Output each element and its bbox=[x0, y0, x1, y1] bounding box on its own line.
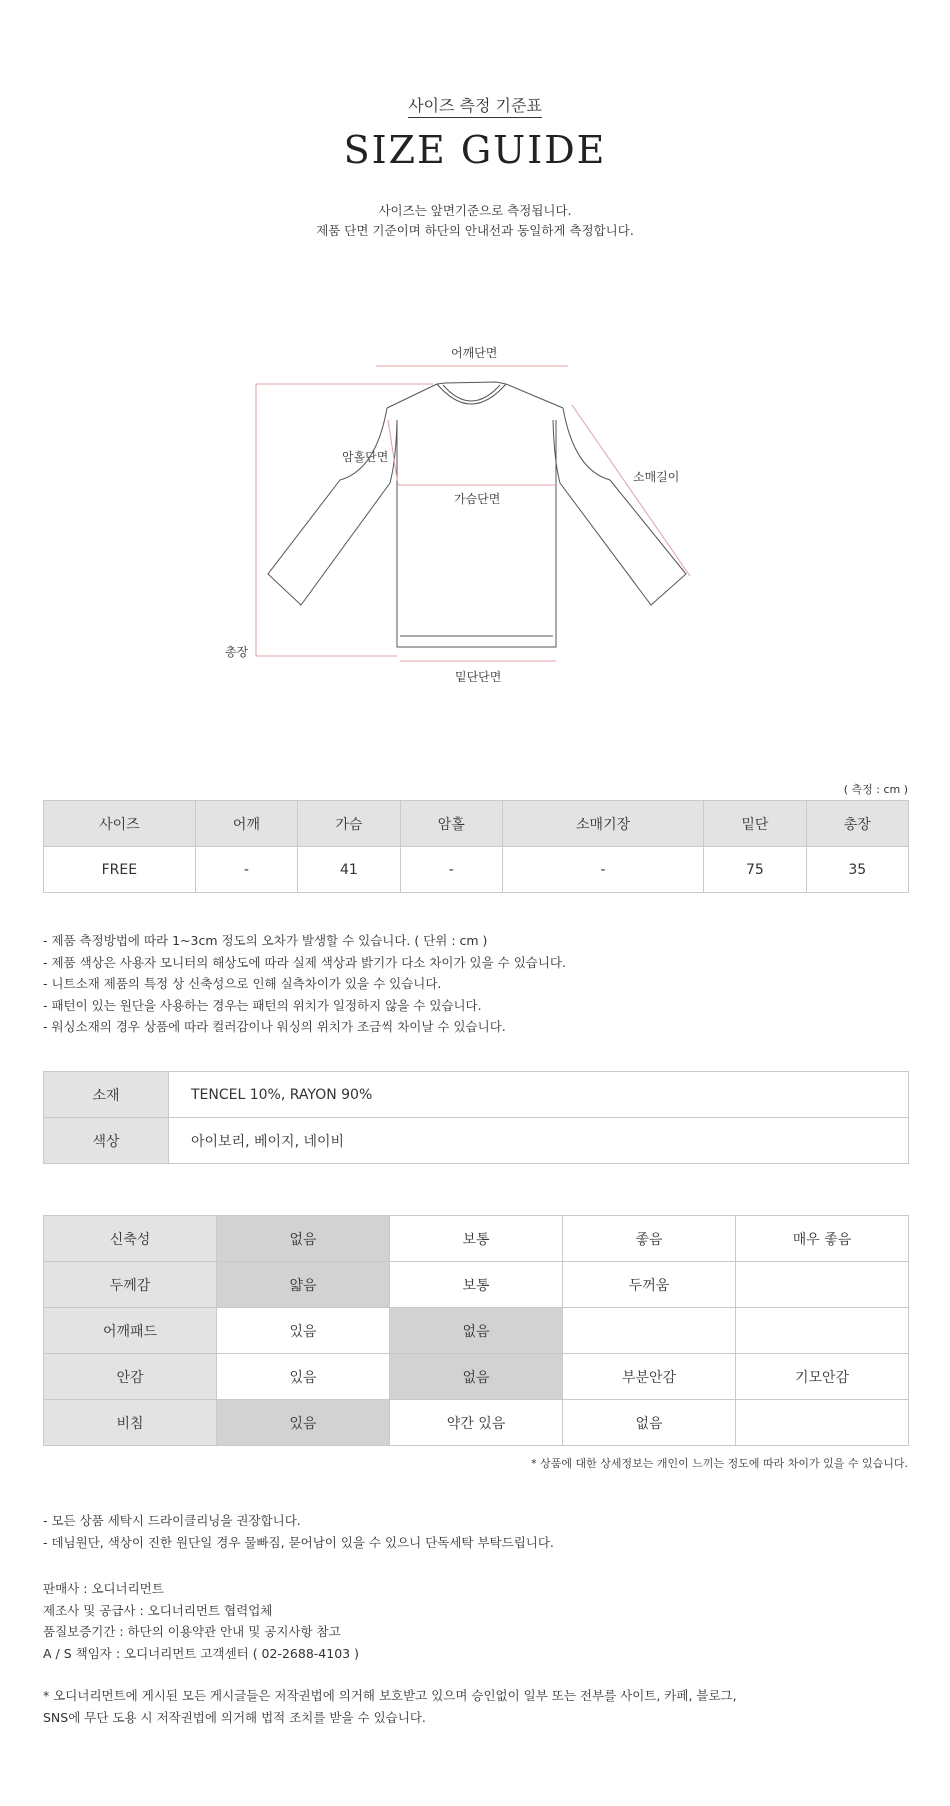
material-table bbox=[43, 1071, 909, 1164]
material-value: TENCEL 10%, RAYON 90% bbox=[169, 1072, 909, 1118]
intro-line-1: 사이즈는 앞면기준으로 측정됩니다. bbox=[378, 203, 572, 218]
feel-row-sheerness bbox=[44, 1400, 909, 1446]
feel-key: 비침 bbox=[44, 1400, 217, 1446]
material-key: 소재 bbox=[44, 1072, 169, 1118]
feel-cell: 좋음 bbox=[563, 1216, 736, 1262]
seller-info bbox=[43, 1578, 359, 1664]
size-table bbox=[43, 800, 909, 893]
sleeve-line bbox=[572, 405, 690, 576]
feel-footnote: * 상품에 대한 상세정보는 개인이 느끼는 정도에 따라 차이가 있을 수 있습니다. bbox=[531, 1457, 908, 1470]
feel-cell bbox=[736, 1308, 909, 1354]
feel-cell: 부분안감 bbox=[563, 1354, 736, 1400]
material-row bbox=[44, 1072, 909, 1118]
color-key: 색상 bbox=[44, 1118, 169, 1164]
feel-cell: 있음 bbox=[217, 1400, 390, 1446]
care-notes bbox=[43, 1510, 554, 1553]
color-value: 아이보리, 베이지, 네이비 bbox=[169, 1118, 909, 1164]
feel-key: 두께감 bbox=[44, 1262, 217, 1308]
feel-cell bbox=[563, 1308, 736, 1354]
info-line: A / S 책임자 : 오디너리먼트 고객센터 ( 02-2688-4103 ) bbox=[43, 1645, 359, 1661]
measurement-notes bbox=[43, 930, 566, 1038]
page-title: SIZE GUIDE bbox=[343, 128, 607, 172]
label-armhole: 암홀단면 bbox=[342, 450, 389, 464]
note-line: - 제품 색상은 사용자 모니터의 해상도에 따라 실제 색상과 밝기가 다소 차이가 있을 수 있습니다. bbox=[43, 954, 566, 970]
size-cell: - bbox=[195, 847, 297, 893]
size-cell: 41 bbox=[298, 847, 400, 893]
copyright-notice bbox=[43, 1685, 737, 1728]
intro-line-2: 제품 단면 기준이며 하단의 안내선과 동일하게 측정합니다. bbox=[316, 223, 634, 238]
feel-cell: 없음 bbox=[390, 1354, 563, 1400]
page-subtitle: 사이즈 측정 기준표 bbox=[0, 93, 950, 116]
size-header-cell: 암홀 bbox=[400, 801, 502, 847]
color-row bbox=[44, 1118, 909, 1164]
size-header-cell: 가슴 bbox=[298, 801, 400, 847]
feel-cell: 매우 좋음 bbox=[736, 1216, 909, 1262]
note-line: - 제품 측정방법에 따라 1~3cm 정도의 오차가 발생할 수 있습니다. ( 단위 : cm ) bbox=[43, 933, 488, 948]
feel-row-shoulder-pad bbox=[44, 1308, 909, 1354]
size-cell: - bbox=[503, 847, 704, 893]
feel-cell: 기모안감 bbox=[736, 1354, 909, 1400]
feel-key: 어깨패드 bbox=[44, 1308, 217, 1354]
size-cell: FREE bbox=[44, 847, 196, 893]
size-header-cell: 밑단 bbox=[704, 801, 806, 847]
label-hem: 밑단단면 bbox=[455, 670, 502, 684]
feel-row-stretch bbox=[44, 1216, 909, 1262]
care-line: - 데님원단, 색상이 진한 원단일 경우 물빠짐, 묻어남이 있을 수 있으니 단독세탁 부탁드립니다. bbox=[43, 1534, 554, 1550]
note-line: - 워싱소재의 경우 상품에 따라 컬러감이나 워싱의 위치가 조금씩 차이날 수 있습니다. bbox=[43, 1019, 506, 1034]
feel-cell: 없음 bbox=[390, 1308, 563, 1354]
feel-cell: 두꺼움 bbox=[563, 1262, 736, 1308]
note-line: - 패턴이 있는 원단을 사용하는 경우는 패턴의 위치가 일정하지 않을 수 있습니다. bbox=[43, 997, 482, 1013]
info-line: 판매사 : 오디너리먼트 bbox=[43, 1581, 164, 1596]
info-line: 품질보증기간 : 하단의 이용약관 안내 및 공지사항 참고 bbox=[43, 1624, 341, 1639]
unit-note: ( 측정 : cm ) bbox=[843, 783, 908, 796]
feel-cell: 있음 bbox=[217, 1354, 390, 1400]
feel-cell: 있음 bbox=[217, 1308, 390, 1354]
feel-cell: 없음 bbox=[563, 1400, 736, 1446]
note-line: - 니트소재 제품의 특정 상 신축성으로 인해 실측차이가 있을 수 있습니다. bbox=[43, 976, 442, 991]
size-cell: 75 bbox=[704, 847, 806, 893]
size-cell: - bbox=[400, 847, 502, 893]
feel-row-thickness bbox=[44, 1262, 909, 1308]
size-header-cell: 어깨 bbox=[195, 801, 297, 847]
label-sleeve: 소매길이 bbox=[633, 470, 680, 484]
size-header-cell: 소매기장 bbox=[503, 801, 704, 847]
size-header-cell: 사이즈 bbox=[44, 801, 196, 847]
measure-lines bbox=[256, 366, 690, 661]
feel-cell: 얇음 bbox=[217, 1262, 390, 1308]
label-shoulder: 어깨단면 bbox=[451, 346, 498, 360]
feel-cell bbox=[736, 1262, 909, 1308]
size-table-header bbox=[44, 801, 909, 847]
feel-cell: 없음 bbox=[217, 1216, 390, 1262]
label-chest: 가슴단면 bbox=[454, 492, 501, 506]
feel-key: 신축성 bbox=[44, 1216, 217, 1262]
feel-key: 안감 bbox=[44, 1354, 217, 1400]
feel-cell: 보통 bbox=[390, 1262, 563, 1308]
care-line: - 모든 상품 세탁시 드라이클리닝을 권장합니다. bbox=[43, 1513, 301, 1528]
fabric-feel-table bbox=[43, 1215, 909, 1446]
label-total: 총장 bbox=[225, 645, 249, 659]
size-cell: 35 bbox=[806, 847, 908, 893]
copyright-line: SNS에 무단 도용 시 저작권법에 의거해 법적 조치를 받을 수 있습니다. bbox=[43, 1709, 426, 1725]
size-header-cell: 총장 bbox=[806, 801, 908, 847]
feel-row-lining bbox=[44, 1354, 909, 1400]
size-table-row bbox=[44, 847, 909, 893]
info-line: 제조사 및 공급사 : 오디너리먼트 협력업체 bbox=[43, 1602, 273, 1618]
feel-cell bbox=[736, 1400, 909, 1446]
sweater-outline bbox=[268, 382, 686, 647]
feel-cell: 약간 있음 bbox=[390, 1400, 563, 1446]
copyright-line: * 오디너리먼트에 게시된 모든 게시글들은 저작권법에 의거해 보호받고 있으며 승인없이 일부 또는 전부를 사이트, 카페, 블로그, bbox=[43, 1688, 737, 1703]
feel-cell: 보통 bbox=[390, 1216, 563, 1262]
